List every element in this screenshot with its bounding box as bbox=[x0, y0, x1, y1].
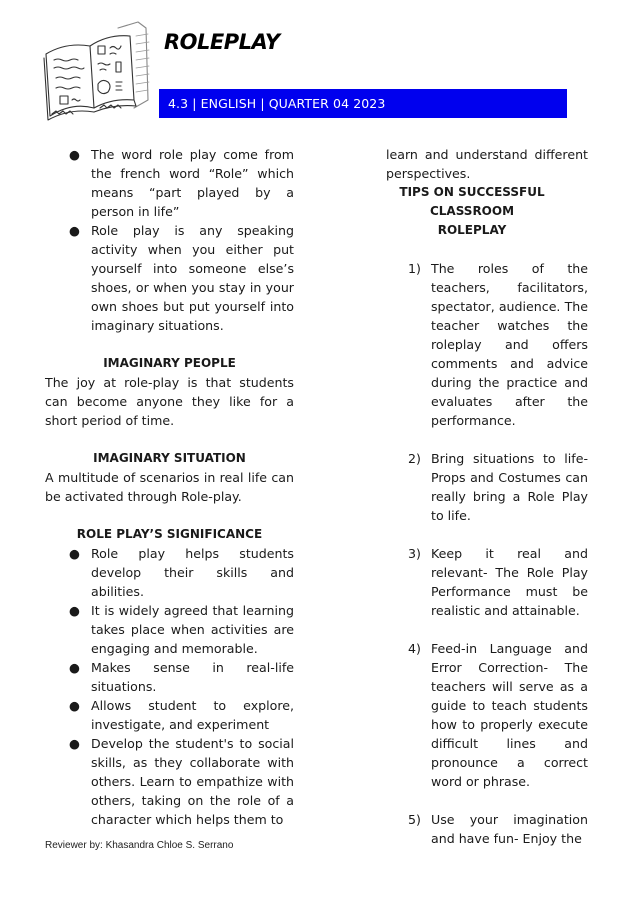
tips-numbered-list bbox=[356, 259, 588, 848]
open-book-sketch-icon bbox=[38, 16, 152, 128]
list-item: 2) Bring situations to life- Props and Costumes can really bring a Role Play to life. bbox=[408, 451, 588, 523]
bullet-icon: ● bbox=[69, 603, 80, 618]
item-number: 5) bbox=[408, 812, 421, 827]
list-item: 5) Use your imagination and have fun- Enjoy the bbox=[408, 812, 588, 846]
bullet-icon: ● bbox=[69, 736, 80, 751]
list-item: ● Makes sense in real-life situations. bbox=[69, 660, 294, 694]
list-item: ● Role play helps students develop their skills and abilities. bbox=[69, 546, 294, 599]
item-number: 1) bbox=[408, 261, 421, 276]
imaginary-situation-text: A multitude of scenarios in real life can be activated through Role-play. bbox=[45, 470, 294, 504]
list-item: ● Role play is any speaking activity when you either put yourself into someone else’s shoes, or when you stay in your own shoes but put yourself into imaginary situations. bbox=[69, 223, 294, 333]
list-item: ● It is widely agreed that learning takes place when activities are engaging and memorable. bbox=[69, 603, 294, 656]
section-heading-tips: TIPS ON SUCCESSFUL CLASSROOM ROLEPLAY bbox=[399, 185, 545, 237]
significance-bullet-list bbox=[45, 544, 294, 829]
list-item: 1) The roles of the teachers, facilitators, spectator, audience. The teacher watches the roleplay and offers comments and advice during the practice and evaluates after the performance. bbox=[408, 261, 588, 428]
list-item: ● Develop the student's to social skills, as they collaborate with others. Learn to empathize with others, taking on the role of a character which helps them to bbox=[69, 736, 294, 827]
left-column bbox=[45, 145, 294, 829]
imaginary-people-text: The joy at role-play is that students can become anyone they like for a short period of time. bbox=[45, 375, 294, 428]
bullet-icon: ● bbox=[69, 147, 80, 162]
reviewer-credit: Reviewer by: Khasandra Chloe S. Serrano bbox=[45, 840, 234, 851]
item-number: 3) bbox=[408, 546, 421, 561]
item-number: 4) bbox=[408, 641, 421, 656]
continued-text: learn and understand different perspectives. bbox=[386, 147, 588, 181]
list-item: ● Allows student to explore, investigate, and experiment bbox=[69, 698, 294, 732]
list-item: 4) Feed-in Language and Error Correction- The teachers will serve as a guide to teach students how to properly execute difficult lines and pronounce a correct word or phrase. bbox=[408, 641, 588, 789]
bullet-icon: ● bbox=[69, 660, 80, 675]
section-heading-imaginary-people: IMAGINARY PEOPLE bbox=[103, 356, 236, 370]
subject-banner: 4.3 | ENGLISH | QUARTER 04 2023 bbox=[159, 89, 567, 118]
list-item: 3) Keep it real and relevant- The Role Play Performance must be realistic and attainable. bbox=[408, 546, 588, 618]
right-column bbox=[356, 145, 588, 867]
item-number: 2) bbox=[408, 451, 421, 466]
page-title: ROLEPLAY bbox=[164, 30, 280, 54]
bullet-icon: ● bbox=[69, 546, 80, 561]
section-heading-imaginary-situation: IMAGINARY SITUATION bbox=[93, 451, 246, 465]
intro-bullet-list bbox=[45, 145, 294, 335]
section-heading-significance: ROLE PLAY’S SIGNIFICANCE bbox=[76, 527, 263, 541]
bullet-icon: ● bbox=[69, 223, 80, 238]
bullet-icon: ● bbox=[69, 698, 80, 713]
list-item: ● The word role play come from the french word “Role” which means “part played by a person in life” bbox=[69, 147, 294, 219]
